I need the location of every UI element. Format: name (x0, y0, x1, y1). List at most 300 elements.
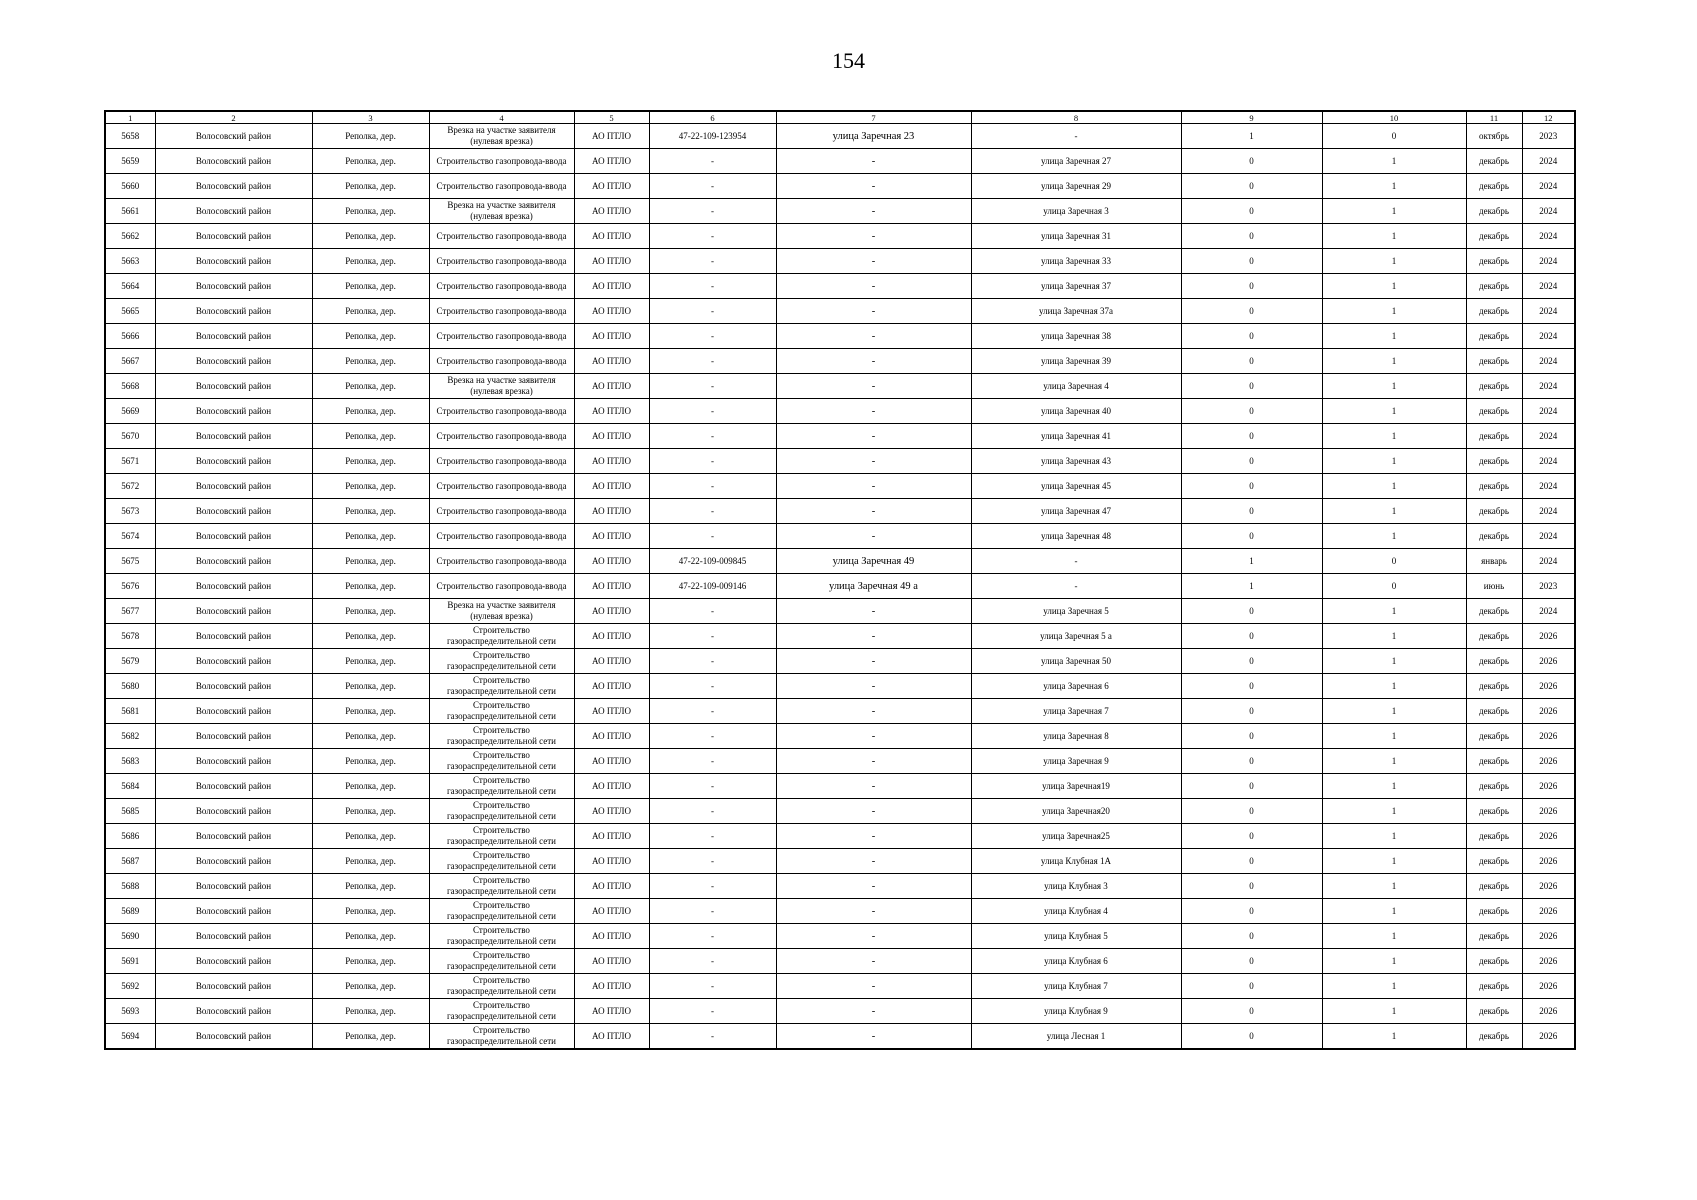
count-completed-cell: 0 (1181, 199, 1322, 224)
planned-address-cell: - (971, 124, 1181, 149)
planned-address-cell: улица Заречная 37 (971, 274, 1181, 299)
year-cell: 2024 (1522, 524, 1575, 549)
organization-cell: АО ПТЛО (574, 574, 649, 599)
month-cell: декабрь (1466, 924, 1522, 949)
table-row (105, 724, 1575, 749)
settlement-cell: Реполка, дер. (312, 399, 429, 424)
row-number-cell: 5660 (105, 174, 155, 199)
count-completed-cell: 0 (1181, 324, 1322, 349)
month-cell: декабрь (1466, 674, 1522, 699)
work-type-cell: Врезка на участке заявителя (нулевая врезка) (429, 599, 574, 624)
row-number-cell: 5683 (105, 749, 155, 774)
organization-cell: АО ПТЛО (574, 774, 649, 799)
count-completed-cell: 0 (1181, 849, 1322, 874)
table-row (105, 574, 1575, 599)
count-completed-cell: 0 (1181, 949, 1322, 974)
settlement-cell: Реполка, дер. (312, 424, 429, 449)
count-completed-cell: 0 (1181, 499, 1322, 524)
table-row (105, 449, 1575, 474)
planned-address-cell: улица Заречная19 (971, 774, 1181, 799)
year-cell: 2024 (1522, 374, 1575, 399)
table-row (105, 799, 1575, 824)
table-row (105, 674, 1575, 699)
address-cell: - (776, 274, 971, 299)
cadastral-number-cell: - (649, 699, 776, 724)
count-completed-cell: 0 (1181, 249, 1322, 274)
settlement-cell: Реполка, дер. (312, 624, 429, 649)
district-cell: Волосовский район (155, 999, 312, 1024)
cadastral-number-cell: - (649, 799, 776, 824)
organization-cell: АО ПТЛО (574, 724, 649, 749)
month-cell: октябрь (1466, 124, 1522, 149)
row-number-cell: 5679 (105, 649, 155, 674)
settlement-cell: Реполка, дер. (312, 199, 429, 224)
planned-address-cell: - (971, 574, 1181, 599)
cadastral-number-cell: - (649, 624, 776, 649)
address-cell: - (776, 474, 971, 499)
district-cell: Волосовский район (155, 199, 312, 224)
address-cell: - (776, 799, 971, 824)
settlement-cell: Реполка, дер. (312, 324, 429, 349)
table-row (105, 424, 1575, 449)
table-row (105, 699, 1575, 724)
table-row (105, 599, 1575, 624)
planned-address-cell: улица Заречная 37а (971, 299, 1181, 324)
cadastral-number-cell: - (649, 224, 776, 249)
year-cell: 2026 (1522, 749, 1575, 774)
district-cell: Волосовский район (155, 149, 312, 174)
address-cell: - (776, 199, 971, 224)
district-cell: Волосовский район (155, 374, 312, 399)
year-cell: 2024 (1522, 274, 1575, 299)
work-type-cell: Строительство газораспределительной сети (429, 949, 574, 974)
settlement-cell: Реполка, дер. (312, 299, 429, 324)
count-completed-cell: 0 (1181, 424, 1322, 449)
year-cell: 2026 (1522, 799, 1575, 824)
count-planned-cell: 1 (1322, 149, 1466, 174)
address-cell: - (776, 974, 971, 999)
work-type-cell: Строительство газопровода-ввода (429, 224, 574, 249)
year-cell: 2024 (1522, 299, 1575, 324)
register-table (104, 110, 1576, 1050)
district-cell: Волосовский район (155, 1024, 312, 1050)
column-header: 8 (971, 111, 1181, 124)
row-number-cell: 5663 (105, 249, 155, 274)
count-planned-cell: 1 (1322, 749, 1466, 774)
planned-address-cell: - (971, 549, 1181, 574)
settlement-cell: Реполка, дер. (312, 974, 429, 999)
count-planned-cell: 1 (1322, 699, 1466, 724)
address-cell: улица Заречная 49 а (776, 574, 971, 599)
planned-address-cell: улица Заречная 38 (971, 324, 1181, 349)
address-cell: - (776, 874, 971, 899)
table-row (105, 349, 1575, 374)
count-planned-cell: 1 (1322, 199, 1466, 224)
planned-address-cell: улица Заречная 50 (971, 649, 1181, 674)
planned-address-cell: улица Лесная 1 (971, 1024, 1181, 1050)
settlement-cell: Реполка, дер. (312, 924, 429, 949)
district-cell: Волосовский район (155, 449, 312, 474)
table-row (105, 224, 1575, 249)
row-number-cell: 5675 (105, 549, 155, 574)
column-header: 5 (574, 111, 649, 124)
year-cell: 2024 (1522, 549, 1575, 574)
count-planned-cell: 1 (1322, 424, 1466, 449)
district-cell: Волосовский район (155, 574, 312, 599)
table-row (105, 324, 1575, 349)
count-planned-cell: 1 (1322, 1024, 1466, 1050)
month-cell: декабрь (1466, 149, 1522, 174)
row-number-cell: 5659 (105, 149, 155, 174)
year-cell: 2024 (1522, 599, 1575, 624)
organization-cell: АО ПТЛО (574, 799, 649, 824)
cadastral-number-cell: 47-22-109-009146 (649, 574, 776, 599)
address-cell: - (776, 449, 971, 474)
count-completed-cell: 0 (1181, 524, 1322, 549)
count-completed-cell: 0 (1181, 599, 1322, 624)
organization-cell: АО ПТЛО (574, 524, 649, 549)
month-cell: декабрь (1466, 699, 1522, 724)
cadastral-number-cell: - (649, 649, 776, 674)
organization-cell: АО ПТЛО (574, 124, 649, 149)
cadastral-number-cell: - (649, 599, 776, 624)
settlement-cell: Реполка, дер. (312, 649, 429, 674)
cadastral-number-cell: - (649, 899, 776, 924)
settlement-cell: Реполка, дер. (312, 824, 429, 849)
address-cell: - (776, 924, 971, 949)
address-cell: - (776, 399, 971, 424)
work-type-cell: Строительство газораспределительной сети (429, 999, 574, 1024)
month-cell: декабрь (1466, 874, 1522, 899)
month-cell: декабрь (1466, 849, 1522, 874)
cadastral-number-cell: - (649, 999, 776, 1024)
count-completed-cell: 0 (1181, 1024, 1322, 1050)
row-number-cell: 5670 (105, 424, 155, 449)
cadastral-number-cell: - (649, 524, 776, 549)
month-cell: декабрь (1466, 799, 1522, 824)
district-cell: Волосовский район (155, 324, 312, 349)
address-cell: - (776, 324, 971, 349)
organization-cell: АО ПТЛО (574, 224, 649, 249)
count-completed-cell: 0 (1181, 674, 1322, 699)
cadastral-number-cell: - (649, 399, 776, 424)
table-body (105, 124, 1575, 1050)
settlement-cell: Реполка, дер. (312, 474, 429, 499)
month-cell: декабрь (1466, 499, 1522, 524)
month-cell: декабрь (1466, 274, 1522, 299)
year-cell: 2026 (1522, 624, 1575, 649)
settlement-cell: Реполка, дер. (312, 174, 429, 199)
work-type-cell: Строительство газораспределительной сети (429, 899, 574, 924)
district-cell: Волосовский район (155, 599, 312, 624)
row-number-cell: 5685 (105, 799, 155, 824)
settlement-cell: Реполка, дер. (312, 799, 429, 824)
row-number-cell: 5691 (105, 949, 155, 974)
month-cell: декабрь (1466, 349, 1522, 374)
table-row (105, 274, 1575, 299)
year-cell: 2026 (1522, 974, 1575, 999)
table-row (105, 649, 1575, 674)
organization-cell: АО ПТЛО (574, 824, 649, 849)
month-cell: декабрь (1466, 974, 1522, 999)
organization-cell: АО ПТЛО (574, 1024, 649, 1050)
work-type-cell: Строительство газопровода-ввода (429, 349, 574, 374)
planned-address-cell: улица Клубная 9 (971, 999, 1181, 1024)
district-cell: Волосовский район (155, 699, 312, 724)
organization-cell: АО ПТЛО (574, 649, 649, 674)
table-row (105, 499, 1575, 524)
row-number-cell: 5667 (105, 349, 155, 374)
count-completed-cell: 1 (1181, 549, 1322, 574)
month-cell: декабрь (1466, 749, 1522, 774)
settlement-cell: Реполка, дер. (312, 549, 429, 574)
month-cell: декабрь (1466, 624, 1522, 649)
address-cell: - (776, 999, 971, 1024)
organization-cell: АО ПТЛО (574, 624, 649, 649)
year-cell: 2024 (1522, 499, 1575, 524)
planned-address-cell: улица Заречная 27 (971, 149, 1181, 174)
organization-cell: АО ПТЛО (574, 274, 649, 299)
settlement-cell: Реполка, дер. (312, 499, 429, 524)
count-completed-cell: 1 (1181, 124, 1322, 149)
organization-cell: АО ПТЛО (574, 424, 649, 449)
organization-cell: АО ПТЛО (574, 749, 649, 774)
planned-address-cell: улица Заречная 7 (971, 699, 1181, 724)
settlement-cell: Реполка, дер. (312, 574, 429, 599)
organization-cell: АО ПТЛО (574, 399, 649, 424)
count-planned-cell: 0 (1322, 549, 1466, 574)
row-number-cell: 5692 (105, 974, 155, 999)
row-number-cell: 5680 (105, 674, 155, 699)
year-cell: 2026 (1522, 899, 1575, 924)
district-cell: Волосовский район (155, 874, 312, 899)
count-completed-cell: 0 (1181, 649, 1322, 674)
count-completed-cell: 0 (1181, 899, 1322, 924)
count-planned-cell: 1 (1322, 474, 1466, 499)
count-planned-cell: 1 (1322, 624, 1466, 649)
year-cell: 2024 (1522, 174, 1575, 199)
cadastral-number-cell: - (649, 349, 776, 374)
year-cell: 2023 (1522, 124, 1575, 149)
row-number-cell: 5658 (105, 124, 155, 149)
district-cell: Волосовский район (155, 899, 312, 924)
district-cell: Волосовский район (155, 399, 312, 424)
month-cell: декабрь (1466, 724, 1522, 749)
address-cell: - (776, 749, 971, 774)
row-number-cell: 5676 (105, 574, 155, 599)
row-number-cell: 5686 (105, 824, 155, 849)
cadastral-number-cell: - (649, 499, 776, 524)
work-type-cell: Строительство газопровода-ввода (429, 399, 574, 424)
cadastral-number-cell: - (649, 199, 776, 224)
month-cell: декабрь (1466, 449, 1522, 474)
planned-address-cell: улица Клубная 4 (971, 899, 1181, 924)
table-row (105, 249, 1575, 274)
work-type-cell: Строительство газопровода-ввода (429, 574, 574, 599)
work-type-cell: Строительство газораспределительной сети (429, 624, 574, 649)
work-type-cell: Строительство газораспределительной сети (429, 674, 574, 699)
address-cell: - (776, 374, 971, 399)
count-planned-cell: 1 (1322, 274, 1466, 299)
year-cell: 2024 (1522, 249, 1575, 274)
address-cell: - (776, 949, 971, 974)
district-cell: Волосовский район (155, 674, 312, 699)
month-cell: декабрь (1466, 424, 1522, 449)
address-cell: - (776, 299, 971, 324)
month-cell: декабрь (1466, 174, 1522, 199)
planned-address-cell: улица Заречная 33 (971, 249, 1181, 274)
count-planned-cell: 1 (1322, 874, 1466, 899)
row-number-cell: 5672 (105, 474, 155, 499)
year-cell: 2026 (1522, 1024, 1575, 1050)
table-row (105, 899, 1575, 924)
column-header: 11 (1466, 111, 1522, 124)
address-cell: - (776, 249, 971, 274)
settlement-cell: Реполка, дер. (312, 674, 429, 699)
organization-cell: АО ПТЛО (574, 299, 649, 324)
row-number-cell: 5671 (105, 449, 155, 474)
count-planned-cell: 1 (1322, 999, 1466, 1024)
count-planned-cell: 1 (1322, 824, 1466, 849)
column-header: 10 (1322, 111, 1466, 124)
count-completed-cell: 0 (1181, 799, 1322, 824)
table-row (105, 474, 1575, 499)
district-cell: Волосовский район (155, 349, 312, 374)
month-cell: декабрь (1466, 474, 1522, 499)
count-planned-cell: 1 (1322, 774, 1466, 799)
table-row (105, 549, 1575, 574)
month-cell: декабрь (1466, 249, 1522, 274)
row-number-cell: 5665 (105, 299, 155, 324)
settlement-cell: Реполка, дер. (312, 749, 429, 774)
organization-cell: АО ПТЛО (574, 474, 649, 499)
planned-address-cell: улица Заречная 31 (971, 224, 1181, 249)
work-type-cell: Строительство газораспределительной сети (429, 974, 574, 999)
row-number-cell: 5693 (105, 999, 155, 1024)
address-cell: - (776, 849, 971, 874)
address-cell: - (776, 899, 971, 924)
row-number-cell: 5674 (105, 524, 155, 549)
cadastral-number-cell: - (649, 924, 776, 949)
planned-address-cell: улица Заречная 41 (971, 424, 1181, 449)
column-header: 2 (155, 111, 312, 124)
row-number-cell: 5666 (105, 324, 155, 349)
count-planned-cell: 1 (1322, 724, 1466, 749)
count-completed-cell: 0 (1181, 449, 1322, 474)
work-type-cell: Строительство газораспределительной сети (429, 724, 574, 749)
count-completed-cell: 0 (1181, 299, 1322, 324)
month-cell: декабрь (1466, 374, 1522, 399)
address-cell: - (776, 224, 971, 249)
table-row (105, 299, 1575, 324)
year-cell: 2024 (1522, 474, 1575, 499)
organization-cell: АО ПТЛО (574, 499, 649, 524)
year-cell: 2024 (1522, 199, 1575, 224)
organization-cell: АО ПТЛО (574, 324, 649, 349)
row-number-cell: 5661 (105, 199, 155, 224)
planned-address-cell: улица Заречная 47 (971, 499, 1181, 524)
cadastral-number-cell: - (649, 824, 776, 849)
planned-address-cell: улица Заречная 48 (971, 524, 1181, 549)
count-planned-cell: 1 (1322, 849, 1466, 874)
table-row (105, 849, 1575, 874)
district-cell: Волосовский район (155, 299, 312, 324)
organization-cell: АО ПТЛО (574, 974, 649, 999)
work-type-cell: Строительство газораспределительной сети (429, 1024, 574, 1050)
row-number-cell: 5673 (105, 499, 155, 524)
district-cell: Волосовский район (155, 124, 312, 149)
column-header: 3 (312, 111, 429, 124)
address-cell: - (776, 524, 971, 549)
settlement-cell: Реполка, дер. (312, 349, 429, 374)
cadastral-number-cell: - (649, 374, 776, 399)
planned-address-cell: улица Заречная 29 (971, 174, 1181, 199)
organization-cell: АО ПТЛО (574, 199, 649, 224)
count-completed-cell: 0 (1181, 624, 1322, 649)
work-type-cell: Строительство газопровода-ввода (429, 449, 574, 474)
planned-address-cell: улица Заречная 5 а (971, 624, 1181, 649)
count-completed-cell: 0 (1181, 399, 1322, 424)
year-cell: 2024 (1522, 449, 1575, 474)
year-cell: 2024 (1522, 399, 1575, 424)
organization-cell: АО ПТЛО (574, 674, 649, 699)
organization-cell: АО ПТЛО (574, 249, 649, 274)
settlement-cell: Реполка, дер. (312, 274, 429, 299)
settlement-cell: Реполка, дер. (312, 524, 429, 549)
count-completed-cell: 0 (1181, 699, 1322, 724)
row-number-cell: 5668 (105, 374, 155, 399)
planned-address-cell: улица Заречная 45 (971, 474, 1181, 499)
count-completed-cell: 0 (1181, 974, 1322, 999)
month-cell: июнь (1466, 574, 1522, 599)
month-cell: декабрь (1466, 649, 1522, 674)
work-type-cell: Строительство газораспределительной сети (429, 799, 574, 824)
address-cell: улица Заречная 49 (776, 549, 971, 574)
address-cell: - (776, 774, 971, 799)
cadastral-number-cell: 47-22-109-123954 (649, 124, 776, 149)
month-cell: декабрь (1466, 224, 1522, 249)
year-cell: 2026 (1522, 674, 1575, 699)
settlement-cell: Реполка, дер. (312, 374, 429, 399)
work-type-cell: Строительство газораспределительной сети (429, 924, 574, 949)
count-planned-cell: 1 (1322, 224, 1466, 249)
address-cell: - (776, 149, 971, 174)
address-cell: - (776, 824, 971, 849)
count-completed-cell: 0 (1181, 174, 1322, 199)
planned-address-cell: улица Заречная 3 (971, 199, 1181, 224)
month-cell: декабрь (1466, 774, 1522, 799)
organization-cell: АО ПТЛО (574, 924, 649, 949)
table-row (105, 774, 1575, 799)
district-cell: Волосовский район (155, 499, 312, 524)
count-completed-cell: 0 (1181, 224, 1322, 249)
month-cell: декабрь (1466, 999, 1522, 1024)
year-cell: 2026 (1522, 849, 1575, 874)
table-row (105, 1024, 1575, 1050)
count-planned-cell: 1 (1322, 324, 1466, 349)
count-completed-cell: 0 (1181, 749, 1322, 774)
year-cell: 2026 (1522, 699, 1575, 724)
work-type-cell: Строительство газораспределительной сети (429, 874, 574, 899)
row-number-cell: 5689 (105, 899, 155, 924)
count-completed-cell: 0 (1181, 774, 1322, 799)
table-row (105, 124, 1575, 149)
work-type-cell: Строительство газопровода-ввода (429, 549, 574, 574)
count-planned-cell: 0 (1322, 574, 1466, 599)
count-completed-cell: 0 (1181, 374, 1322, 399)
year-cell: 2024 (1522, 324, 1575, 349)
address-cell: - (776, 174, 971, 199)
